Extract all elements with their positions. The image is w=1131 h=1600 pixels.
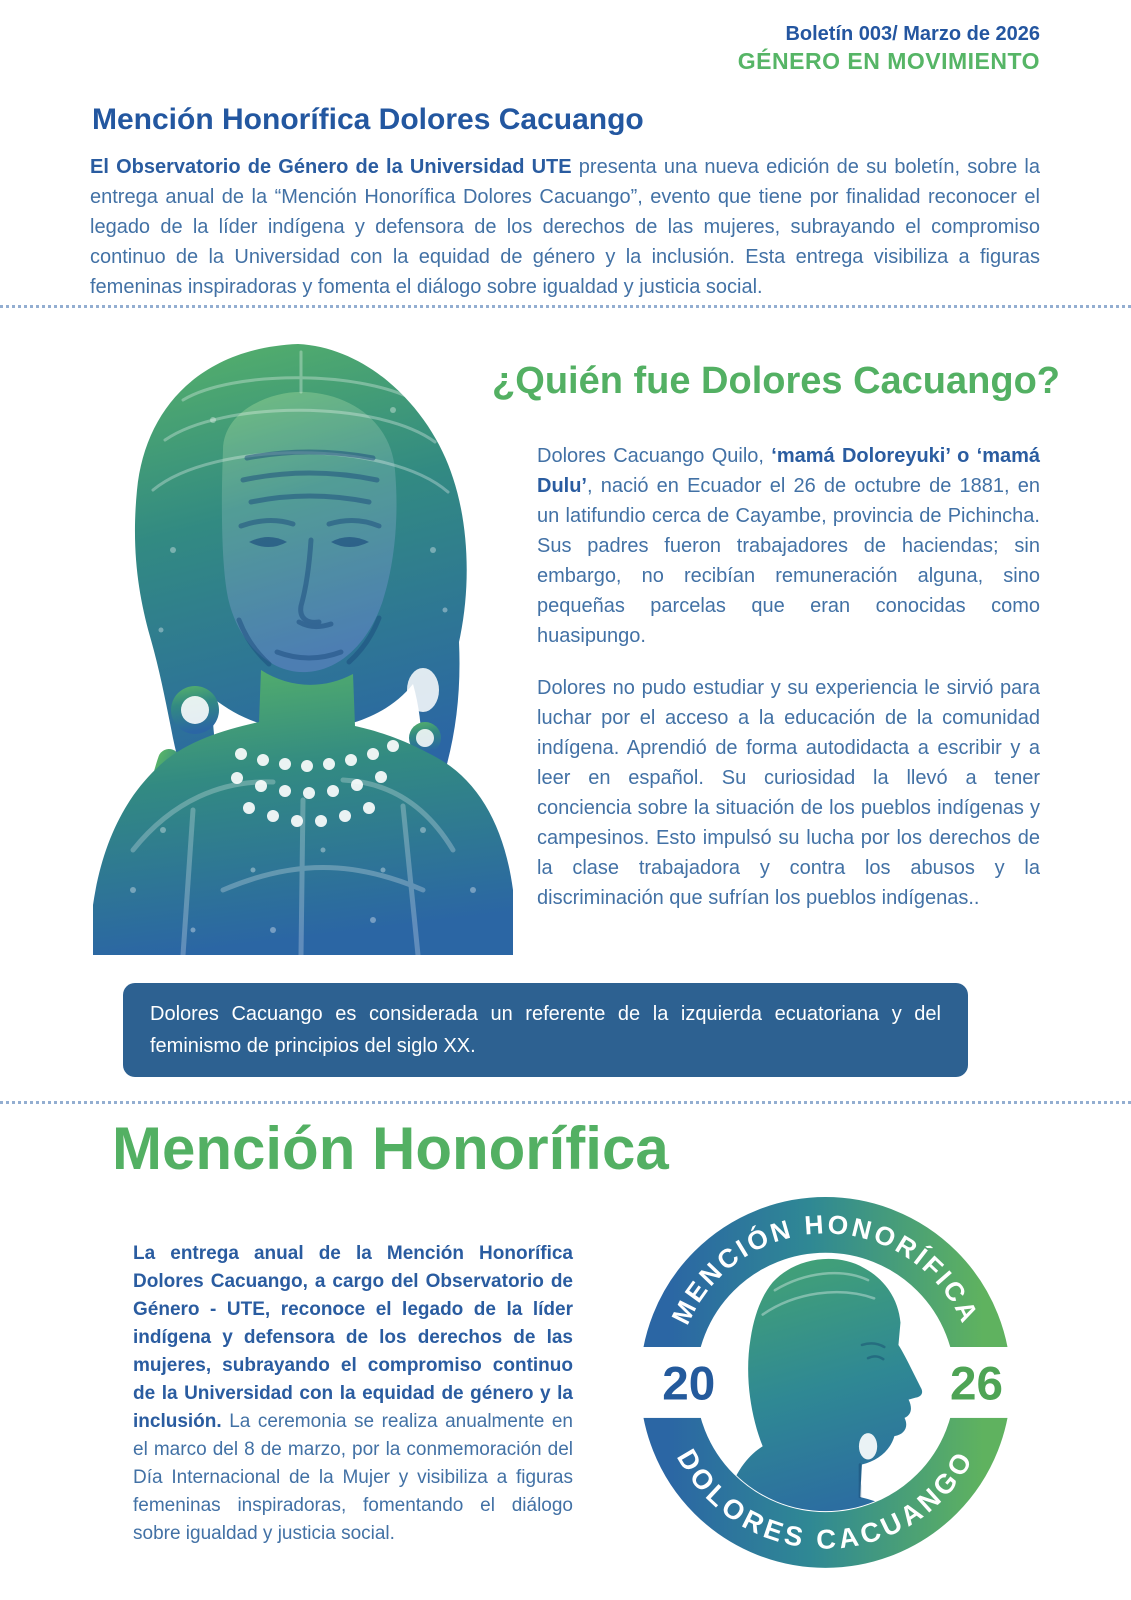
page-title: Mención Honorífica Dolores Cacuango — [92, 103, 644, 136]
intro-lead-text: presenta una nueva edición de su boletín, sobre la entrega anual de la “Mención Honorífica Dolores Cacuango”, evento que tiene por finalidad reconocer el legado de la líder indígena y defensora de los derechos de las mujeres, subrayando el compromiso continuo de la Universidad con la equidad de género y la inclusión. Esta entrega visibiliza a figuras femeninas inspiradoras y fomenta el diálogo sobre igualdad y justicia social. — [90, 156, 1041, 298]
callout-box: Dolores Cacuango es considerada un referente de la izquierda ecuatoriana y del feminismo de principios del siglo XX. — [123, 983, 968, 1077]
mention-body-bold: La entrega anual de la Mención Honorífica Dolores Cacuango, a cargo del Observatorio de Género - UTE, reconoce el legado de la líder indígena y defensora de los derechos de las mujeres, subrayando el compromiso continuo de la Universidad con la equidad de género y la inclusión. — [133, 1243, 573, 1432]
mention-body-text: La ceremonia se realiza anualmente en el marco del 8 de marzo, por la conmemoración del Día Internacional de la Mujer y visibiliza a figuras femeninas inspiradoras, fomentando el diálogo sobre igualdad y justicia social. — [133, 1411, 573, 1544]
badge-seal — [633, 1193, 1018, 1578]
who-p1-rest: , nació en Ecuador el 26 de octubre de 1881, en un latifundio cerca de Cayambe, provincia de Pichincha. Sus padres fueron trabajadores de haciendas; sin embargo, no recibían remuneración alguna, sino pequeñas parcelas que eran conocidas como huasipungo. — [537, 475, 1040, 647]
who-heading: ¿Quién fue Dolores Cacuango? — [492, 360, 1060, 402]
who-p1-start: Dolores Cacuango Quilo, — [537, 445, 772, 467]
dotted-divider — [0, 305, 1131, 308]
badge-arc-bottom-label: DOLORES CACUANGO — [671, 1443, 980, 1555]
who-p1-bold: ‘mamá Doloreyuki’ o ‘mamá Dulu’ — [537, 445, 1041, 497]
intro-lead-bold: El Observatorio de Género de la Universidad UTE — [90, 156, 572, 178]
masthead — [738, 22, 1040, 76]
badge-arc-top-label: MENCIÓN HONORÍFICA — [665, 1209, 986, 1330]
who-paragraph-1 — [537, 441, 1040, 651]
mention-heading: Mención Honorífica — [112, 1115, 669, 1182]
intro-paragraph — [90, 152, 1040, 302]
portrait-illustration — [72, 330, 524, 955]
badge-year-right: 26 — [949, 1357, 1003, 1411]
who-text-column — [537, 441, 1040, 913]
program-title: GÉNERO EN MOVIMIENTO — [737, 48, 1040, 74]
mention-paragraph — [133, 1240, 573, 1548]
who-paragraph-2: Dolores no pudo estudiar y su experiencia le sirvió para luchar por el acceso a la educación de la comunidad indígena. Aprendió de forma autodidacta a escribir y a leer en español. Su curiosidad la llevó a tener conciencia sobre la situación de los pueblos indígenas y campesinos. Esto impulsó su lucha por los derechos de la clase trabajadora y contra los abusos y la discriminación que sufrían los pueblos indígenas.. — [537, 677, 1040, 909]
badge-year-left: 20 — [662, 1357, 716, 1411]
issue-label: Boletín 003/ Marzo de 2026 — [785, 23, 1040, 45]
dotted-divider — [0, 1101, 1131, 1104]
